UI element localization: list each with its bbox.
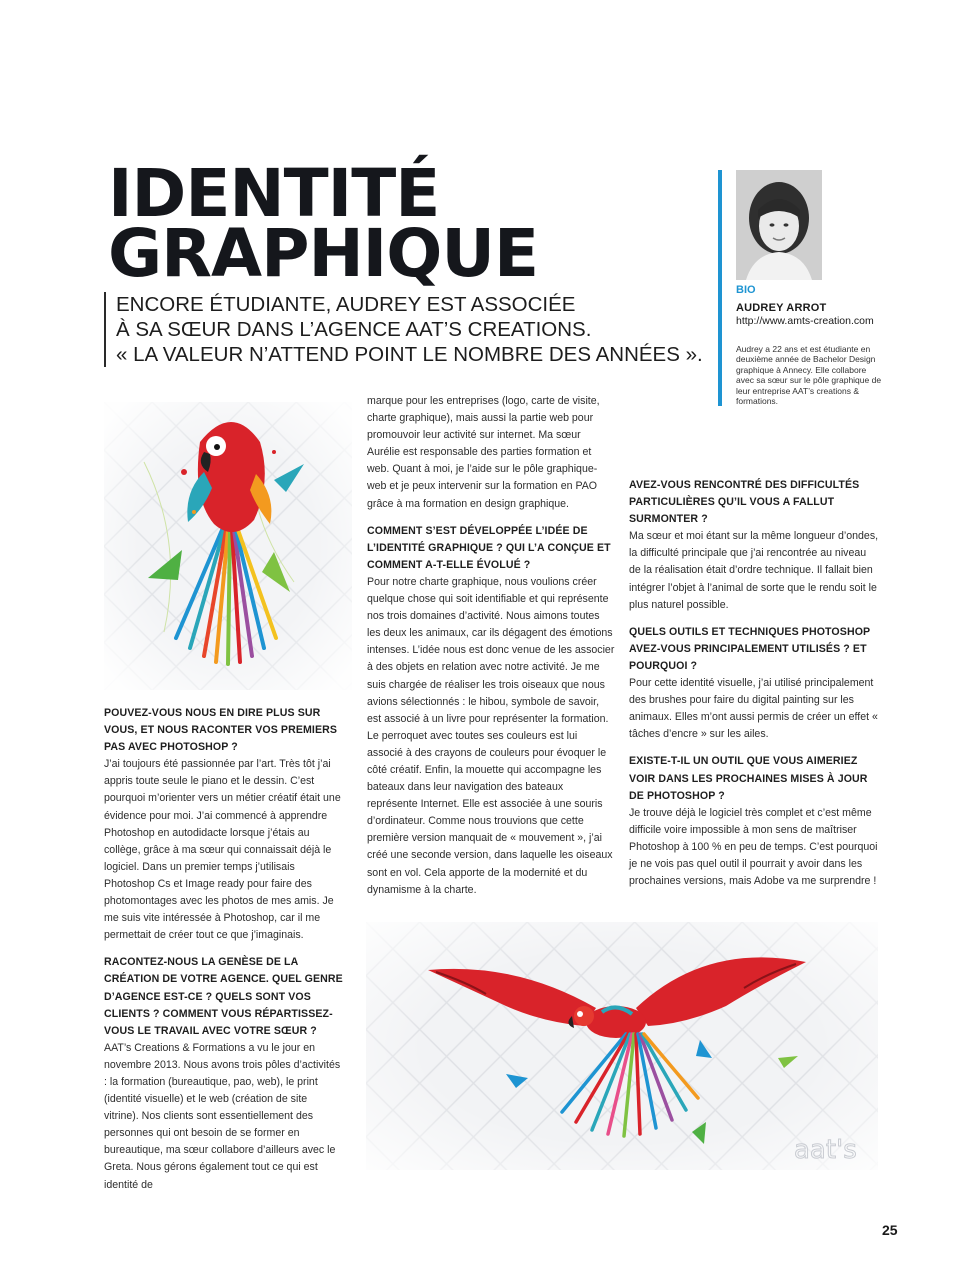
title-line-1: IDENTITÉ — [108, 155, 440, 232]
answer-2-continued: marque pour les entreprises (logo, carte de visite, charte graphique), mais aussi la partie web pour promouvoir leur activité sur internet. Ma sœur Aurélie est responsable des parties formation et web. Quant à moi, je l’aide sur le pôle graphique-web et je peux intervenir sur la formation en PAO grâce à ma formation en design graphique. — [367, 395, 600, 510]
text-column-right — [629, 477, 879, 890]
flying-parrot-illustration — [366, 922, 878, 1170]
question-2: RACONTEZ-NOUS LA GENÈSE DE LA CRÉATION DE VOTRE AGENCE. QUEL GENRE D’AGENCE EST-CE ? QUELS SONT VOS CLIENTS ? COMMENT VOUS RÉPARTISSEZ-VOUS LE TRAVAIL AVEC VOTRE SŒUR ? — [104, 956, 343, 1037]
lead-line-2: À SA SŒUR DANS L’AGENCE AAT’S CREATIONS. — [116, 318, 592, 341]
question-4: AVEZ-VOUS RENCONTRÉ DES DIFFICULTÉS PARTICULIÈRES QU’IL VOUS A FALLUT SURMONTER ? — [629, 479, 860, 526]
bio-box — [718, 170, 892, 406]
answer-1: J’ai toujours été passionnée par l’art. Très tôt j’ai appris toute seule le piano et le dessin. C’est pourquoi m’orienter vers un métier créatif était une évidence pour moi. J’ai commencé à apprendre Photoshop en autodidacte lorsque j’étais au collège, grâce à ma sœur qui connaissait déjà le logiciel. Dans un premier temps j’utilisais Photoshop Cs et Image ready pour faire des photomontages avec les photos de mes amis. Je me suis vite intéressée à Photoshop, car il me permettait de créer tout ce que j’imaginais. — [104, 758, 341, 942]
page-number: 25 — [882, 1222, 898, 1238]
bio-label: BIO — [736, 284, 756, 296]
question-5: QUELS OUTILS ET TECHNIQUES PHOTOSHOP AVEZ-VOUS PRINCIPALEMENT UTILISÉS ? ET POURQUOI ? — [629, 625, 871, 672]
question-6: EXISTE-T-IL UN OUTIL QUE VOUS AIMERIEZ VOIR DANS LES PROCHAINES MISES À JOUR DE PHOTOSHOP ? — [629, 755, 868, 802]
bio-text: Audrey a 22 ans et est étudiante en deuxième année de Bachelor Design graphique à Annecy. Elle collabore avec sa sœur sur le pôle graphique de leur entreprise AAT’s creations & formations. — [736, 344, 882, 407]
title-line-2: GRAPHIQUE — [108, 215, 539, 292]
answer-5: Pour cette identité visuelle, j’ai utilisé principalement des brushes pour faire du digital painting sur les animaux. Elles m’ont aussi permis de créer un effet « tâches d’encre » sur les ailes. — [629, 677, 878, 741]
question-1: POUVEZ-VOUS NOUS EN DIRE PLUS SUR VOUS, ET NOUS RACONTER VOS PREMIERS PAS AVEC PHOTOSHOP ? — [104, 707, 338, 754]
answer-4: Ma sœur et moi étant sur la même longueur d’ondes, la difficulté principale que j’ai rencontrée au niveau de la réalisation était d’ordre technique. Il fallait bien intégrer l’objet à l’animal de sorte que le rendu soit le plus naturel possible. — [629, 530, 879, 611]
text-column-left — [104, 705, 344, 1194]
text-column-middle — [367, 393, 615, 899]
bio-name: AUDREY ARROT — [736, 302, 827, 314]
parrot-pencils-illustration — [104, 402, 352, 690]
article-title — [108, 155, 668, 292]
lead-line-3: « LA VALEUR N’ATTEND POINT LE NOMBRE DES ANNÉES ». — [116, 343, 703, 366]
portrait-photo — [736, 170, 822, 280]
answer-3: Pour notre charte graphique, nous voulions créer quelque chose qui soit identifiable et qui représente nos trois domaines d’activité. Nous aimons toutes les deux les animaux, car ils dégagent des émotions intenses. L’idée nous est donc venue de les associer à des objets en relation avec notre activité. Je me suis chargée de réaliser les trois oiseaux que nous avions sélectionnés : le hibou, symbole de savoir, est associé à un livre pour représenter la formation. Le perroquet avec toutes ses couleurs est lui associé à des crayons de couleurs pour évoquer le côté créatif. Enfin, la mouette qui accompagne les bateaux dans leur navigation des bateaux représente Internet. Elle est associée à une souris d’ordinateur. Comme nous trouvions que cette première version manquait de « mouvement », j’ai créé une seconde version, dans laquelle les oiseaux sont en vol. Cela apporte de la modernité et du dynamisme à la charte. — [367, 575, 615, 896]
bio-url: http://www.amts-creation.com — [736, 315, 874, 327]
question-3: COMMENT S’EST DÉVELOPPÉE L’IDÉE DE L’IDENTITÉ GRAPHIQUE ? QUI L’A CONÇUE ET COMMENT A-T-ELLE ÉVOLUÉ ? — [367, 524, 611, 571]
lead-line-1: ENCORE ÉTUDIANTE, AUDREY EST ASSOCIÉE — [116, 293, 576, 316]
article-lead — [104, 292, 716, 367]
watermark-logo: aat's — [794, 1135, 857, 1165]
answer-6: Je trouve déjà le logiciel très complet et c’est même difficile voire impossible à mon sens de maîtriser Photoshop à 100 % en peu de temps. C’est pourquoi je ne vois pas quel outil il pourrait y avoir dans les prochaines versions, mais Adobe va me surprendre ! — [629, 806, 878, 888]
answer-2: AAT’s Creations & Formations a vu le jour en novembre 2013. Nous avons trois pôles d’activités : la formation (bureautique, pao, web), le print (identité visuelle) et le web (création de site vitrine). Nos clients sont essentiellement des personnes qui ont besoin de se former en bureautique, ma sœur collabore d’ailleurs avec le Greta. Nous gérons également tout ce qui est identité de — [104, 1041, 341, 1191]
